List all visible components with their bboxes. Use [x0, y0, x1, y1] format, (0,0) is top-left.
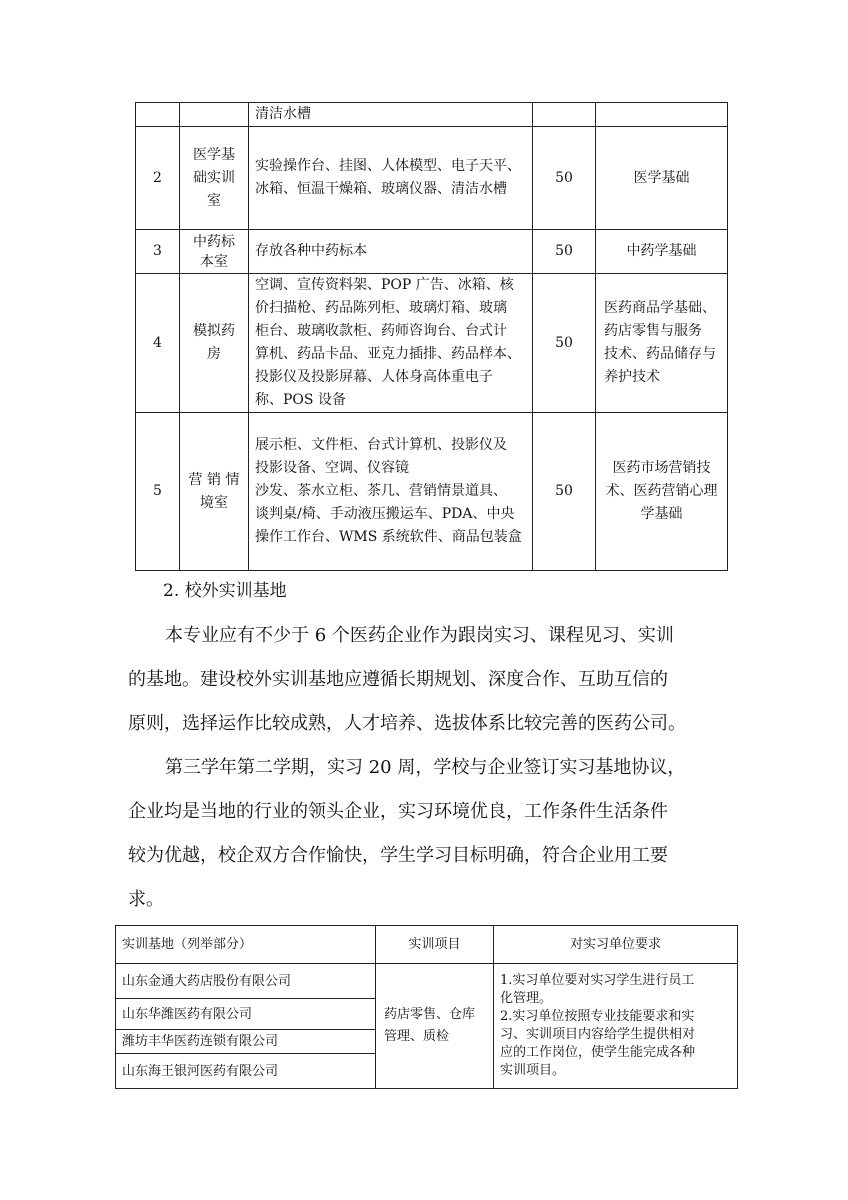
table-header-row — [116, 926, 738, 964]
lab-capacity: 50 — [533, 413, 596, 571]
lab-equipment: 实验操作台、挂图、人体模型、电子天平、 冰箱、恒温干燥箱、玻璃仪器、清洁水槽 — [249, 127, 533, 230]
paragraph-2: 第三学年第二学期，实习 20 周，学校与企业签订实习基地协议， 企业均是当地的行业的领头企业，实习环境优良，工作条件生活条件 较为优越，校企双方合作愉快，学生学习目标明确，符合企业用工要 求。 — [128, 757, 686, 910]
table-row — [116, 964, 738, 999]
lab-course: 中药学基础 — [596, 230, 728, 274]
lab-course: 医药商品学基础、 药店零售与服务 技术、药品储存与 养护技术 — [596, 274, 728, 413]
lab-equipment: 展示柜、文件柜、台式计算机、投影仪及 投影设备、空调、仪容镜 沙发、茶水立柜、茶几、营销情景道具、 谈判桌/椅、手动液压搬运车、PDA、中央 操作工作台、WMS 系统软件、商品包装盒 — [249, 413, 533, 571]
table-row — [136, 127, 728, 230]
row-number — [136, 103, 180, 127]
lab-equipment: 存放各种中药标本 — [249, 230, 533, 274]
lab-capacity — [533, 103, 596, 127]
base-table — [115, 925, 738, 1089]
lab-course: 医学基础 — [596, 127, 728, 230]
lab-equipment: 空调、宣传资料架、POP 广告、冰箱、核 价扫描枪、药品陈列柜、玻璃灯箱、玻璃 柜台、玻璃收款柜、药师咨询台、台式计 算机、药品卡品、亚克力插排、药品样本、 投影仪及投影屏幕、人体身高体重电子 称、POS 设备 — [249, 274, 533, 413]
table-row — [136, 103, 728, 127]
table-row — [136, 413, 728, 571]
lab-capacity: 50 — [533, 274, 596, 413]
lab-equipment: 清洁水槽 — [249, 103, 533, 127]
lab-capacity: 50 — [533, 127, 596, 230]
section-heading: 2. 校外实训基地 — [163, 581, 287, 601]
paragraph-1: 本专业应有不少于 6 个医药企业作为跟岗实习、课程见习、实训 的基地。建设校外实训基地应遵循长期规划、深度合作、互助互信的 原则，选择运作比较成熟，人才培养、选拔体系比较完善的医药公司。 — [128, 625, 686, 734]
lab-name: 医学基 础实训 室 — [180, 127, 249, 230]
lab-course: 医药市场营销技 术、医药营销心理 学基础 — [596, 413, 728, 571]
header-requirements: 对实习单位要求 — [494, 926, 738, 964]
table-row — [136, 230, 728, 274]
project-cell: 药店零售、仓库 管理、质检 — [376, 964, 494, 1089]
base-name: 潍坊丰华医药连锁有限公司 — [116, 1030, 376, 1054]
base-name: 山东金通大药店股份有限公司 — [116, 964, 376, 999]
base-name: 山东华潍医药有限公司 — [116, 999, 376, 1030]
table-row — [136, 274, 728, 413]
base-name: 山东海王银河医药有限公司 — [116, 1054, 376, 1089]
row-number: 5 — [136, 413, 180, 571]
lab-name: 模拟药 房 — [180, 274, 249, 413]
lab-capacity: 50 — [533, 230, 596, 274]
row-number: 2 — [136, 127, 180, 230]
lab-course — [596, 103, 728, 127]
header-project: 实训项目 — [376, 926, 494, 964]
lab-name: 营 销 情 境室 — [180, 413, 249, 571]
lab-name — [180, 103, 249, 127]
header-base: 实训基地（列举部分） — [116, 926, 376, 964]
row-number: 3 — [136, 230, 180, 274]
row-number: 4 — [136, 274, 180, 413]
requirements-cell: 1.实习单位要对实习学生进行员工 化管理。 2.实习单位按照专业技能要求和实 习、实训项目内容给学生提供相对 应的工作岗位，使学生能完成各种 实训项目。 — [494, 964, 738, 1089]
lab-name: 中药标 本室 — [180, 230, 249, 274]
lab-table — [135, 102, 728, 571]
